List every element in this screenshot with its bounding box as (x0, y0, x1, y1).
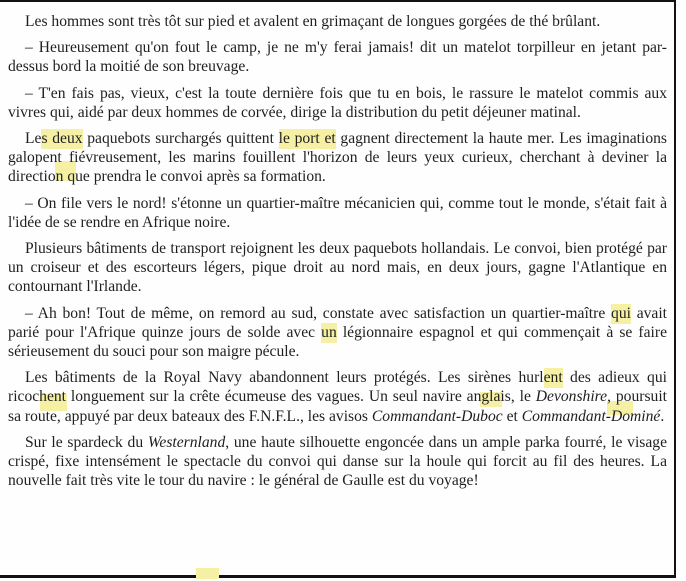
text-segment: Le (25, 130, 42, 148)
text-segment: – On file vers le nord! s'étonne un quartier-maître mécanicien qui, comme tout le monde, s'était fait à l'idée de se rendre en Afrique noire. (8, 194, 667, 231)
paragraph (8, 84, 667, 122)
text-segment: – Heureusement qu'on fout le camp, je ne m'y ferai jamais! dit un matelot torpilleur en jetant par-dessus bord la moitié de son breuvage. (8, 39, 667, 76)
text-segment: – Ah bon! Tout de même, on remord au sud, constate avec satisfaction un quartier-maître (25, 304, 612, 322)
text-segment: gagnent directement la haute mer. Les imaginations galopent fiévreusement, les marins fouillent l'horizon de leurs yeux curieux, cherchant à deviner la direction que prendra le convoi après sa formation. (8, 130, 667, 186)
search-highlight: s deux (41, 130, 83, 148)
text-segment: Plusieurs bâtiments de transport rejoignent les deux paquebots hollandais. Le convoi, bien protégé par un croiseur et des escorteurs légers, pique droit au nord mais, en deux jours, gagne l'Atlantique en contournant l'Irlande. (8, 240, 667, 296)
ship-name-italic: Devonshire (535, 388, 608, 406)
paragraph (8, 38, 667, 76)
text-segment: , une haute silhouette engoncée dans un ample parka fourré, le visage crispé, fixe intensément le spectacle du convoi qui danse sur la houle qui forcit au fil des heures. La nouvelle fait très vite le tour du navire : le général de Gaulle est du voyage! (8, 433, 667, 490)
search-highlight: un (321, 323, 337, 341)
ship-name-italic: Commandant-Duboc (371, 407, 503, 425)
paragraph (8, 239, 667, 297)
text-segment: , poursuit sa route, appuyé par deux bateaux des F.N.F.L., les avisos (8, 388, 667, 425)
text-segment: paquebots surchargés quittent (82, 130, 279, 148)
paragraph (8, 433, 667, 491)
text-block (0, 2, 674, 490)
ship-name-italic: Westernland (147, 433, 226, 451)
highlight-fragment (196, 568, 219, 579)
paragraph (8, 12, 667, 31)
paragraph (8, 129, 667, 187)
search-highlight: ent (543, 369, 563, 387)
search-highlight: qui (611, 304, 631, 322)
text-segment: Les hommes sont très tôt sur pied et avalent en grimaçant de longues gorgées de thé brûlant. (25, 13, 601, 30)
text-segment: avait parié pour l'Afrique quinze jours de solde avec (8, 304, 668, 341)
ship-name-italic: Commandant-Dominé (521, 407, 661, 425)
paragraph (8, 304, 667, 362)
text-segment: Les bâtiments de la Royal Navy abandonnent leurs protégés. Les sirènes hurl (25, 369, 544, 387)
text-segment: . (660, 407, 665, 425)
paragraph (8, 368, 667, 426)
search-highlight: le port et (278, 130, 336, 148)
text-segment: et (502, 407, 522, 425)
text-segment: légionnaire espagnol et qui commençait à se faire sérieusement du souci pour son maigre pécule. (8, 323, 667, 361)
paragraph (8, 194, 667, 232)
text-segment: Sur le spardeck du (25, 433, 148, 451)
text-segment: – T'en fais pas, vieux, c'est la toute dernière fois que tu en bois, le rassure le matelot commis aux vivres qui, aidé par deux hommes de corvée, dirige la distribution du petit déjeuner matinal. (8, 84, 667, 121)
text-segment: des adieux qui ricochent longuement sur la crête écumeuse des vagues. Un seul navire anglais, le (8, 369, 667, 406)
